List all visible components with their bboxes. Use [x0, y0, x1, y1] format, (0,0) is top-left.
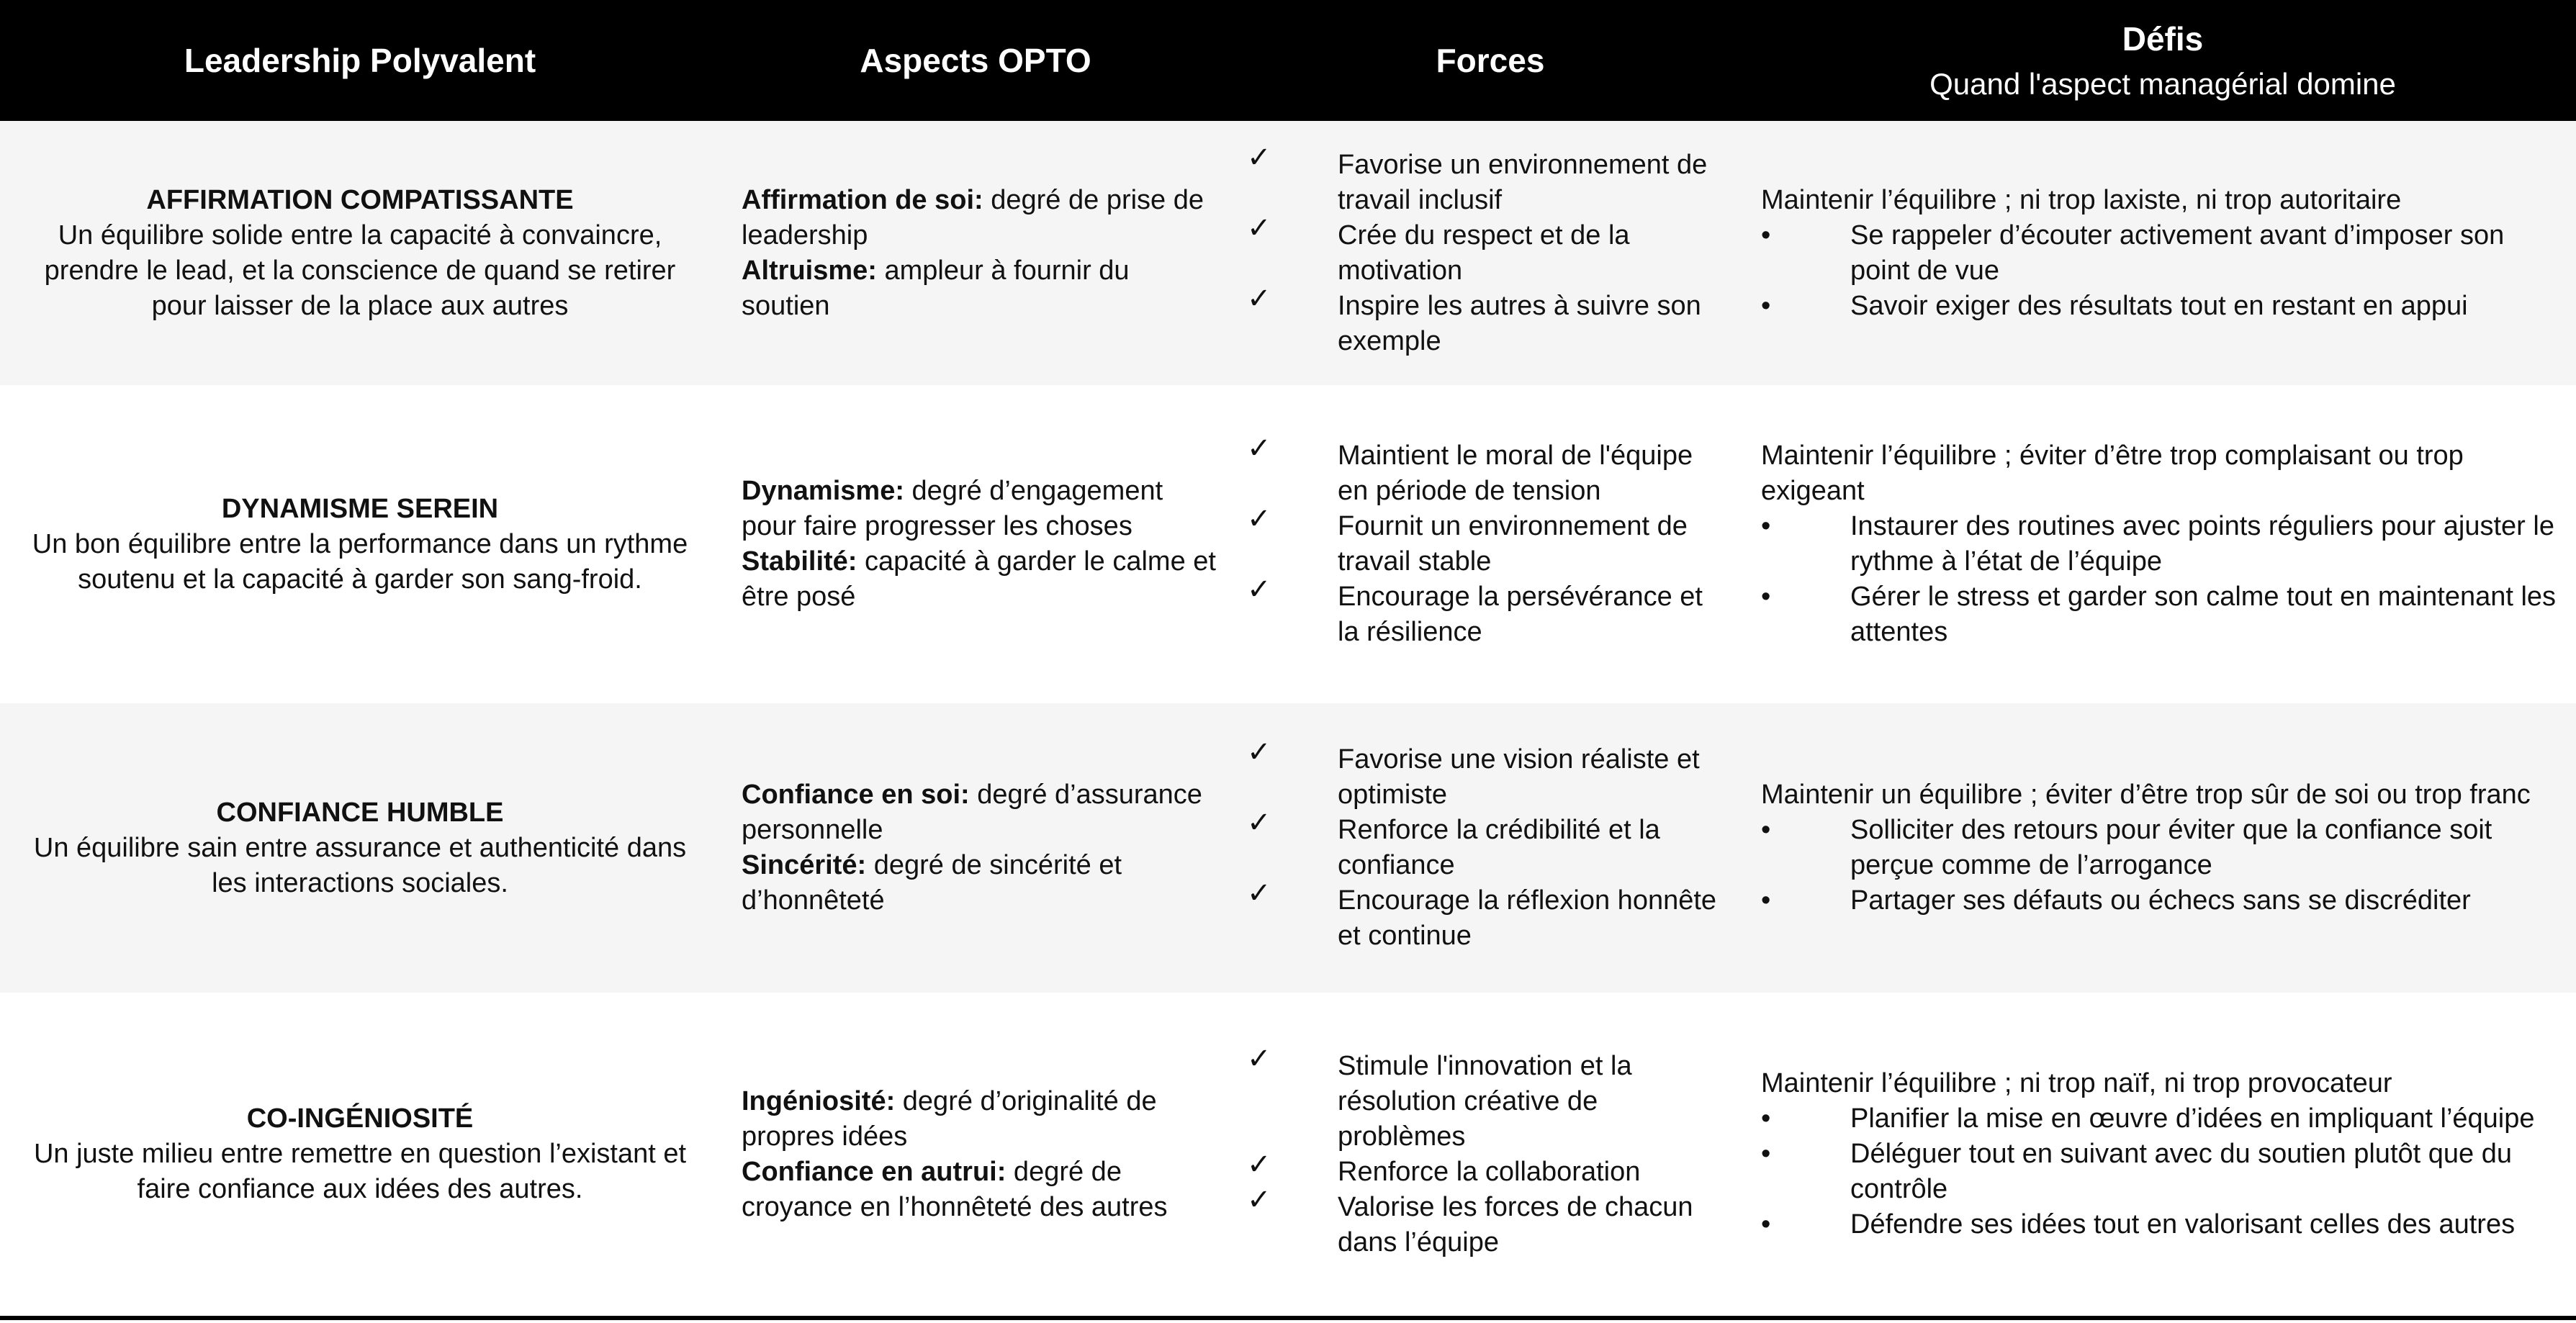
bullet-icon: •: [1761, 1103, 1771, 1134]
header-forces: Forces: [1436, 42, 1545, 79]
aspect-item: [742, 253, 1217, 324]
aspects-cell: [742, 703, 1217, 993]
bullet-icon: •: [1761, 1139, 1771, 1169]
bullet-icon: •: [1761, 220, 1771, 250]
force-item: [1247, 433, 1726, 509]
aspect-text: degré d’originalité de propres idées: [742, 1085, 1157, 1152]
leadership-description: Un équilibre solide entre la capacité à convaincre, prendre le lead, et la conscience de quand se retirer pour laisser de la place aux autres: [44, 220, 676, 321]
force-item: [1247, 807, 1726, 883]
defi-text: Partager ses défauts ou échecs sans se discréditer: [1850, 885, 2471, 916]
defi-item: [1761, 1101, 2560, 1137]
force-text: Stimule l'innovation et la résolution créative de problèmes: [1338, 1050, 1632, 1152]
force-item: [1247, 282, 1726, 359]
aspect-text: degré d’assurance personnelle: [742, 780, 1202, 845]
aspect-text: capacité à garder le calme et être posé: [742, 546, 1216, 612]
forces-cell: [1247, 385, 1726, 703]
defis-cell: [1761, 121, 2560, 385]
checkmark-icon: ✓: [1247, 141, 1271, 173]
aspect-item: [742, 1155, 1217, 1225]
defi-text: Défendre ses idées tout en valorisant celles des autres: [1850, 1209, 2516, 1240]
defi-text: Gérer le stress et garder son calme tout en maintenant les attentes: [1850, 582, 2557, 647]
checkmark-icon: ✓: [1247, 877, 1271, 909]
forces-cell: [1247, 993, 1726, 1316]
checkmark-icon: ✓: [1247, 1148, 1271, 1180]
aspect-item: [742, 848, 1217, 918]
defis-cell: [1761, 703, 2560, 993]
checkmark-icon: ✓: [1247, 807, 1271, 839]
aspects-cell: [742, 121, 1217, 385]
leadership-cell: [22, 993, 698, 1316]
force-item: [1247, 1183, 1726, 1260]
bullet-icon: •: [1761, 511, 1771, 541]
aspect-item: [742, 777, 1217, 848]
defi-item: [1761, 289, 2560, 324]
force-text: Inspire les autres à suivre son exemple: [1338, 290, 1701, 356]
aspects-cell: [742, 385, 1217, 703]
defi-text: Se rappeler d’écouter activement avant d’imposer son point de vue: [1850, 220, 2505, 286]
aspect-label: Stabilité:: [742, 546, 857, 577]
defi-item: [1761, 1137, 2560, 1207]
defi-intro: Maintenir l’équilibre ; éviter d’être trop complaisant ou trop exigeant: [1761, 441, 2464, 506]
force-text: Favorise un environnement de travail inclusif: [1338, 149, 1708, 215]
force-item: [1247, 212, 1726, 289]
defi-text: Planifier la mise en œuvre d’idées en impliquant l’équipe: [1850, 1103, 2535, 1134]
forces-cell: [1247, 121, 1726, 385]
aspect-item: [742, 474, 1217, 544]
header-aspects: Aspects OPTO: [860, 42, 1091, 79]
aspect-text: degré de prise de leadership: [742, 184, 1204, 250]
defis-cell: [1761, 993, 2560, 1316]
bullet-icon: •: [1761, 582, 1771, 612]
checkmark-icon: ✓: [1247, 736, 1271, 768]
leadership-title: CO-INGÉNIOSITÉ: [246, 1103, 474, 1134]
aspect-text: ampleur à fournir du soutien: [742, 255, 1130, 321]
header-leadership: Leadership Polyvalent: [184, 42, 536, 79]
leadership-title: AFFIRMATION COMPATISSANTE: [146, 184, 574, 215]
leadership-description: Un équilibre sain entre assurance et authenticité dans les interactions sociales.: [33, 832, 687, 898]
aspect-text: degré de sincérité et d’honnêteté: [742, 850, 1122, 916]
defis-cell: [1761, 385, 2560, 703]
forces-cell: [1247, 703, 1726, 993]
table-row: [0, 703, 2576, 993]
aspect-label: Sincérité:: [742, 850, 867, 880]
bullet-icon: •: [1761, 815, 1771, 845]
defi-item: [1761, 1207, 2560, 1242]
force-text: Renforce la crédibilité et la confiance: [1338, 815, 1660, 880]
bullet-icon: •: [1761, 290, 1771, 321]
aspect-item: [742, 544, 1217, 615]
aspects-cell: [742, 993, 1217, 1316]
table-row: [0, 993, 2576, 1316]
table-row: [0, 121, 2576, 385]
force-item: [1247, 141, 1726, 218]
checkmark-icon: ✓: [1247, 503, 1271, 535]
leadership-description: Un bon équilibre entre la performance dans un rythme soutenu et la capacité à garder son sang-froid.: [32, 528, 688, 595]
defi-intro: Maintenir l’équilibre ; ni trop laxiste, ni trop autoritaire: [1761, 184, 2402, 215]
leadership-cell: [22, 121, 698, 385]
aspect-label: Affirmation de soi:: [742, 184, 983, 215]
force-item: [1247, 503, 1726, 579]
checkmark-icon: ✓: [1247, 574, 1271, 605]
defi-intro: Maintenir l’équilibre ; ni trop naïf, ni trop provocateur: [1761, 1068, 2392, 1098]
table-header: [0, 0, 2576, 121]
defi-intro: Maintenir un équilibre ; éviter d’être trop sûr de soi ou trop franc: [1761, 780, 2531, 810]
aspect-text: degré de croyance en l’honnêteté des autres: [742, 1156, 1168, 1222]
force-item: [1247, 574, 1726, 650]
leadership-cell: [22, 703, 698, 993]
defi-item: [1761, 579, 2560, 650]
aspect-label: Ingéniosité:: [742, 1085, 896, 1116]
bullet-icon: •: [1761, 1209, 1771, 1240]
aspect-label: Confiance en soi:: [742, 780, 970, 810]
force-text: Encourage la réflexion honnête et continue: [1338, 885, 1717, 951]
force-text: Encourage la persévérance et la résilience: [1338, 582, 1703, 647]
aspect-text: degré d’engagement pour faire progresser les choses: [742, 476, 1163, 541]
force-item: [1247, 1042, 1726, 1155]
force-text: Maintient le moral de l'équipe en période de tension: [1338, 441, 1693, 506]
bullet-icon: •: [1761, 885, 1771, 916]
checkmark-icon: ✓: [1247, 212, 1271, 244]
leadership-title: CONFIANCE HUMBLE: [216, 797, 504, 828]
leadership-description: Un juste milieu entre remettre en question l’existant et faire confiance aux idées des autres.: [33, 1139, 687, 1204]
aspect-label: Confiance en autrui:: [742, 1156, 1006, 1187]
checkmark-icon: ✓: [1247, 282, 1271, 315]
force-text: Renforce la collaboration: [1338, 1156, 1641, 1187]
table-row: [0, 385, 2576, 703]
aspect-item: [742, 1084, 1217, 1155]
aspect-label: Altruisme:: [742, 255, 877, 286]
checkmark-icon: ✓: [1247, 433, 1271, 464]
leadership-cell: [22, 385, 698, 703]
force-text: Favorise une vision réaliste et optimiste: [1338, 744, 1700, 810]
defi-item: [1761, 813, 2560, 883]
force-text: Fournit un environnement de travail stable: [1338, 511, 1688, 577]
leadership-title: DYNAMISME SEREIN: [221, 493, 499, 524]
force-item: [1247, 1148, 1726, 1190]
defi-text: Savoir exiger des résultats tout en restant en appui: [1850, 290, 2468, 321]
force-text: Crée du respect et de la motivation: [1338, 220, 1630, 286]
checkmark-icon: ✓: [1247, 1042, 1271, 1075]
defi-text: Déléguer tout en suivant avec du soutien plutôt que du contrôle: [1850, 1139, 2512, 1204]
aspect-label: Dynamisme:: [742, 476, 904, 506]
defi-item: [1761, 218, 2560, 289]
table-bottom-border: [0, 1316, 2576, 1320]
force-item: [1247, 736, 1726, 813]
defi-text: Solliciter des retours pour éviter que la confiance soit perçue comme de l’arrogance: [1850, 815, 2492, 880]
header-defis: Défis Quand l'aspect managérial domine: [1929, 20, 2396, 101]
force-text: Valorise les forces de chacun dans l’équipe: [1338, 1191, 1693, 1257]
aspect-item: [742, 183, 1217, 253]
defi-item: [1761, 509, 2560, 579]
force-item: [1247, 877, 1726, 954]
defi-item: [1761, 883, 2560, 918]
checkmark-icon: ✓: [1247, 1183, 1271, 1216]
defi-text: Instaurer des routines avec points réguliers pour ajuster le rythme à l’état de l’équipe: [1850, 511, 2554, 577]
